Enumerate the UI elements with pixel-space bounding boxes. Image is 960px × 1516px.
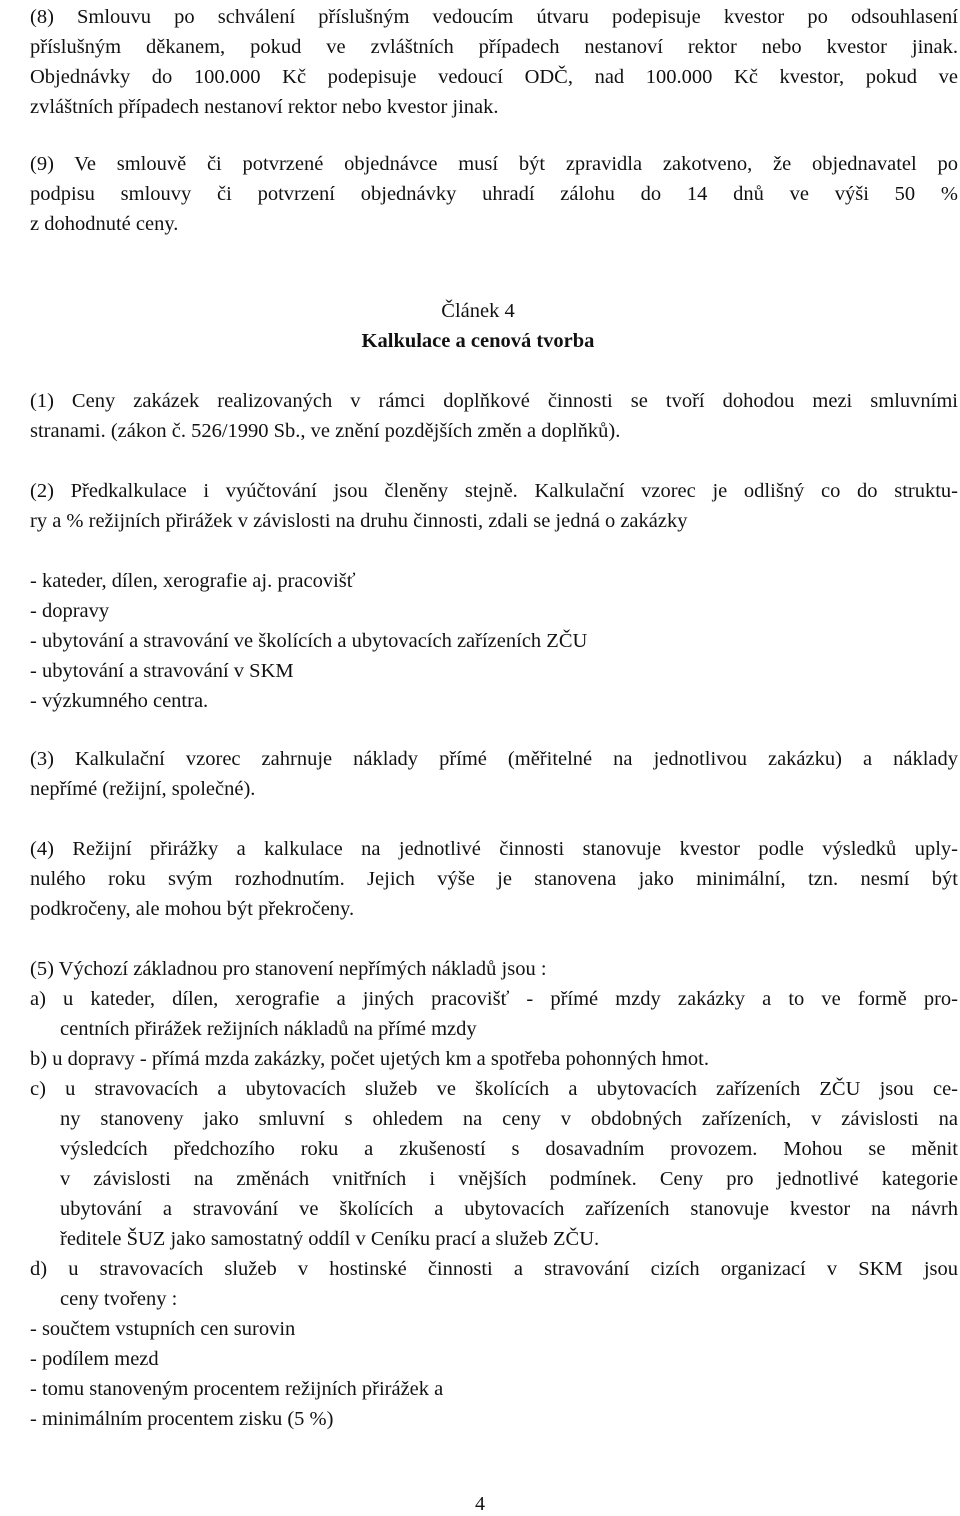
page-number: 4 bbox=[475, 1493, 485, 1515]
item-line: v závislosti na změnách vnitřních i vnějších podmínek. Ceny pro jednotlivé kategorie bbox=[60, 1168, 958, 1190]
base-item-c bbox=[30, 1074, 958, 1254]
base-item-b bbox=[30, 1044, 958, 1074]
article-heading bbox=[30, 296, 926, 356]
paragraph-line: stranami. (zákon č. 526/1990 Sb., ve znění pozdějších změn a doplňků). bbox=[30, 420, 621, 442]
list-item: - minimálním procentem zisku (5 %) bbox=[30, 1408, 334, 1430]
item-line: ubytování a stravování ve školících a ubytovacích zařízeních stanovuje kvestor na návrh bbox=[60, 1198, 958, 1220]
item-first-line: a) u kateder, dílen, xerografie a jiných pracovišť - přímé mzdy zakázky a to ve formě pro- bbox=[30, 988, 958, 1010]
paragraph-line: (2) Předkalkulace i vyúčtování jsou členěny stejně. Kalkulační vzorec je odlišný co do struktu- bbox=[30, 480, 958, 502]
paragraph-intro: (5) Výchozí základnou pro stanovení nepřímých nákladů jsou : bbox=[30, 958, 547, 980]
article-paragraph-3 bbox=[30, 744, 958, 804]
paragraph-line: podkročeny, ale mohou být překročeny. bbox=[30, 898, 355, 920]
list-item: - výzkumného centra. bbox=[30, 690, 209, 712]
item-first-line: d) u stravovacích služeb v hostinské činnosti a stravování cizích organizací v SKM jsou bbox=[30, 1258, 958, 1280]
item-line: ceny tvořeny : bbox=[60, 1288, 178, 1310]
paragraph-line: (1) Ceny zakázek realizovaných v rámci doplňkové činnosti se tvoří dohodou mezi smluvními bbox=[30, 390, 958, 412]
list-item: - součtem vstupních cen surovin bbox=[30, 1318, 296, 1340]
paragraph-line: Objednávky do 100.000 Kč podepisuje vedoucí ODČ, nad 100.000 Kč kvestor, pokud ve bbox=[30, 66, 958, 88]
list-item: - kateder, dílen, xerografie aj. pracovišť bbox=[30, 570, 356, 592]
paragraph-line: nulého roku svým rozhodnutím. Jejich výše je stanovena jako minimální, tzn. nesmí být bbox=[30, 868, 958, 890]
paragraph-8 bbox=[30, 2, 958, 122]
article-paragraph-2 bbox=[30, 476, 958, 536]
paragraph-line: (4) Režijní přirážky a kalkulace na jednotlivé činnosti stanovuje kvestor podle výsledků uply- bbox=[30, 838, 958, 860]
paragraph-9 bbox=[30, 149, 958, 239]
paragraph-line: (9) Ve smlouvě či potvrzené objednávce musí být zpravidla zakotveno, že objednavatel po bbox=[30, 153, 958, 175]
item-line: ny stanoveny jako smluvní s ohledem na ceny v obdobných zařízeních, v závislosti na bbox=[60, 1108, 958, 1130]
paragraph-line: (8) Smlouvu po schválení příslušným vedoucím útvaru podepisuje kvestor po odsouhlasení bbox=[30, 6, 958, 28]
paragraph-line: z dohodnuté ceny. bbox=[30, 213, 179, 235]
paragraph-line: ry a % režijních přirážek v závislosti na druhu činnosti, zdali se jedná o zakázky bbox=[30, 510, 688, 532]
article-paragraph-1 bbox=[30, 386, 958, 446]
paragraph-line: (3) Kalkulační vzorec zahrnuje náklady přímé (měřitelné na jednotlivou zakázku) a náklady bbox=[30, 748, 958, 770]
paragraph-line: příslušným děkanem, pokud ve zvláštních případech nestanoví rektor nebo kvestor jinak. bbox=[30, 36, 958, 58]
list-item: - ubytování a stravování v SKM bbox=[30, 660, 294, 682]
article-number: Článek 4 bbox=[441, 300, 515, 322]
list-item: - dopravy bbox=[30, 600, 110, 622]
list-item: - podílem mezd bbox=[30, 1348, 159, 1370]
paragraph-line: nepřímé (režijní, společné). bbox=[30, 778, 256, 800]
item-line: výsledcích předchozího roku a zkušeností s dosavadním provozem. Mohou se měnit bbox=[60, 1138, 958, 1160]
paragraph-line: zvláštních případech nestanoví rektor nebo kvestor jinak. bbox=[30, 96, 499, 118]
item-line: centních přirážek režijních nákladů na přímé mzdy bbox=[60, 1018, 477, 1040]
workplace-list bbox=[30, 566, 958, 716]
base-item-d bbox=[30, 1254, 958, 1314]
article-title: Kalkulace a cenová tvorba bbox=[361, 330, 595, 352]
price-components-list bbox=[30, 1314, 958, 1434]
item-first-line: c) u stravovacích a ubytovacích služeb ve školících a ubytovacích zařízeních ZČU jsou ce- bbox=[30, 1078, 958, 1100]
item-first-line: b) u dopravy - přímá mzda zakázky, počet ujetých km a spotřeba pohonných hmot. bbox=[30, 1048, 709, 1070]
article-paragraph-5 bbox=[30, 954, 958, 1434]
base-item-a bbox=[30, 984, 958, 1044]
list-item: - ubytování a stravování ve školících a ubytovacích zařízeních ZČU bbox=[30, 630, 588, 652]
list-item: - tomu stanoveným procentem režijních přirážek a bbox=[30, 1378, 444, 1400]
article-paragraph-4 bbox=[30, 834, 958, 924]
paragraph-line: podpisu smlouvy či potvrzení objednávky uhradí zálohu do 14 dnů ve výši 50 % bbox=[30, 183, 958, 205]
item-line: ředitele ŠUZ jako samostatný oddíl v Ceníku prací a služeb ZČU. bbox=[60, 1228, 600, 1250]
